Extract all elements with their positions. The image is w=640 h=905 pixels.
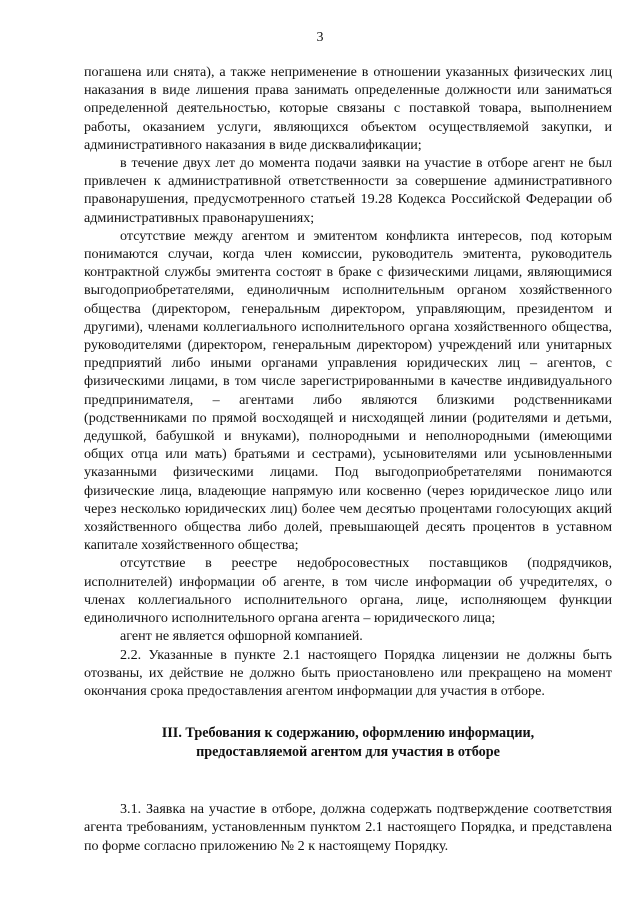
paragraph-continuation: погашена или снята), а также неприменение в отношении указанных физических лиц наказания в виде лишения права занимать определенные должности или заниматься определенной деятельностью, которые связаны с поставкой товара, выполнением работы, оказанием услуги, являющихся объектом осуществляемой закупки, и административного наказания в виде дисквалификации; xyxy=(84,64,612,153)
document-body xyxy=(84,63,612,700)
paragraph-clause-2-2: 2.2. Указанные в пункте 2.1 настоящего Порядка лицензии не должны быть отозваны, их действие не должно быть приостановлено или прекращено на момент окончания срока предоставления агентом информации для участия в отборе. xyxy=(84,646,612,699)
page-number: 3 xyxy=(316,30,324,45)
section-heading-line-2: предоставляемой агентом для участия в отборе xyxy=(196,744,500,760)
paragraph-no-liability: в течение двух лет до момента подачи заявки на участие в отборе агент не был привлечен к административной ответственности за совершение административного правонарушения, предусмотренного статьей 19.28 Кодекса Российской Федерации об административных правонарушениях; xyxy=(84,155,612,226)
section-heading xyxy=(84,724,612,762)
section-body xyxy=(84,800,612,855)
paragraph-registry: отсутствие в реестре недобросовестных поставщиков (подрядчиков, исполнителей) информации об агенте, в том числе информации об учредителях, о членах коллегиального исполнительного органа, лице, исполняющем функции единоличного исполнительного органа агента – юридического лица; xyxy=(84,555,612,627)
paragraph-conflict-of-interest: отсутствие между агентом и эмитентом конфликта интересов, под которым понимаются случаи, когда член комиссии, руководитель эмитента, руководитель контрактной службы эмитента состоят в браке с физическими лицами, являющимися выгодоприобретателями, единоличным исполнительным органом хозяйственного общества (директором, генеральным директором, управляющим, президентом и другими), членами коллегиального исполнительного органа хозяйственного общества, руководителями (директором, генеральным директором) учреждений или унитарных предприятий либо иными органами управления юридических лиц – агентов, с физическими лицами, в том числе зарегистрированными в качестве индивидуального предпринимателя, – агентами либо являются близкими родственниками (родственниками по прямой восходящей и нисходящей линии (родителями и детьми, дедушкой, бабушкой и внуками), полнородными и неполнородными (имеющими общих отца или мать) братьями и сестрами), усыновителями или усыновленными указанными физическими лицами. Под выгодоприобретателями понимаются физические лица, владеющие напрямую или косвенно (через юридическое лицо или через несколько юридических лиц) более чем десятью процентами голосующих акций хозяйственного общества либо долей, превышающей десять процентов в уставном капитале хозяйственного общества; xyxy=(84,227,612,554)
section-heading-line-1: III. Требования к содержанию, оформлению информации, xyxy=(161,725,535,741)
paragraph-offshore: агент не является офшорной компанией. xyxy=(120,628,363,645)
paragraph-clause-3-1: 3.1. Заявка на участие в отборе, должна содержать подтверждение соответствия агента требованиям, установленным пунктом 2.1 настоящего Порядка, и представлена по форме согласно приложению № 2 к настоящему Порядку. xyxy=(84,801,612,854)
